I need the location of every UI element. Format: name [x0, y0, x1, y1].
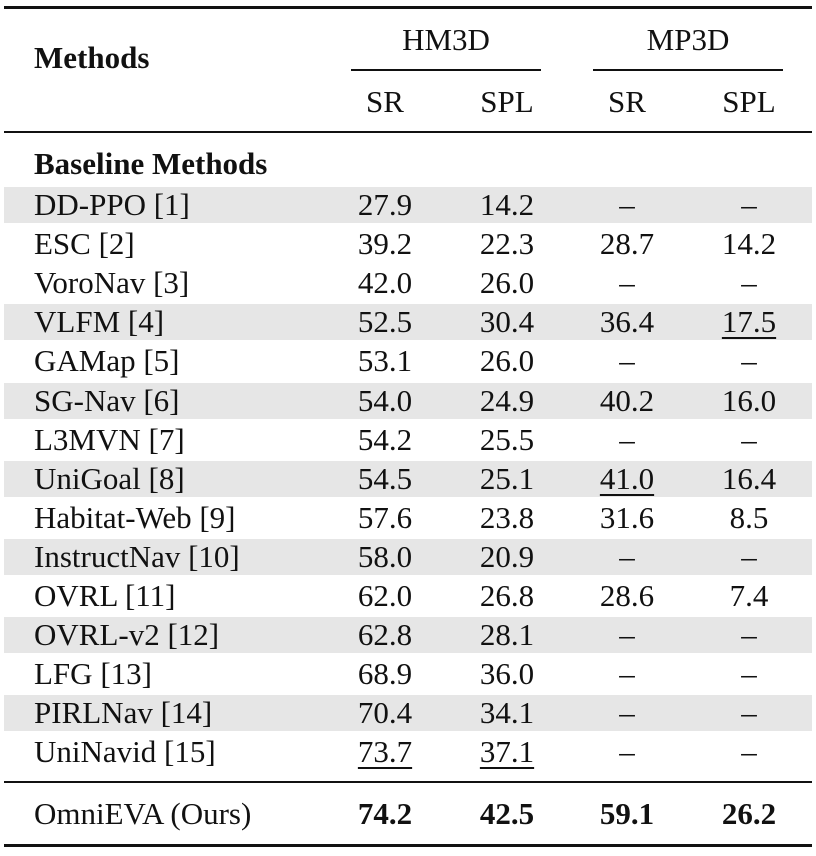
- metric-value: 34.1: [479, 695, 535, 730]
- metric-value: 36.4: [599, 304, 655, 339]
- ours-name: OmniEVA (Ours): [34, 796, 252, 831]
- metric-header: SPL: [480, 84, 534, 119]
- metric-value: 25.5: [479, 422, 535, 457]
- metric-value: –: [741, 656, 757, 691]
- metric-value: 42.0: [357, 265, 413, 300]
- metric-value: 52.5: [357, 304, 413, 339]
- metric-value: –: [619, 734, 635, 769]
- metric-value: 14.2: [721, 226, 777, 261]
- method-name: Habitat-Web [9]: [34, 500, 236, 535]
- method-name: PIRLNav [14]: [34, 695, 213, 730]
- method-name: ESC [2]: [34, 226, 135, 261]
- metric-value: –: [619, 187, 635, 222]
- metric-value: 26.0: [479, 265, 535, 300]
- ours-value: 26.2: [721, 796, 777, 831]
- metric-value: –: [741, 617, 757, 652]
- metric-value: 39.2: [357, 226, 413, 261]
- metric-value: 30.4: [479, 304, 535, 339]
- metric-value: 57.6: [357, 500, 413, 535]
- method-name: OVRL [11]: [34, 578, 176, 613]
- metric-value: 31.6: [599, 500, 655, 535]
- method-name: DD-PPO [1]: [34, 187, 190, 222]
- metric-value: 68.9: [357, 656, 413, 691]
- metric-value: 54.2: [357, 422, 413, 457]
- ours-rule: [4, 781, 812, 783]
- metric-header: SR: [366, 84, 404, 119]
- method-name: UniGoal [8]: [34, 461, 185, 496]
- metric-value: 73.7: [357, 734, 413, 769]
- method-name: UniNavid [15]: [34, 734, 216, 769]
- metric-value: 7.4: [729, 578, 769, 613]
- method-name: VLFM [4]: [34, 304, 165, 339]
- methods-header: Methods: [34, 40, 150, 75]
- metric-value: 24.9: [479, 383, 535, 418]
- metric-value: 58.0: [357, 539, 413, 574]
- method-name: GAMap [5]: [34, 343, 180, 378]
- metric-value: 14.2: [479, 187, 535, 222]
- metric-value: 8.5: [729, 500, 769, 535]
- metric-value: –: [619, 539, 635, 574]
- metric-value: –: [619, 617, 635, 652]
- metric-value: 27.9: [357, 187, 413, 222]
- metric-value: 62.0: [357, 578, 413, 613]
- metric-value: –: [619, 265, 635, 300]
- method-name: L3MVN [7]: [34, 422, 185, 457]
- metric-value: 20.9: [479, 539, 535, 574]
- metric-value: –: [741, 265, 757, 300]
- metric-value: 70.4: [357, 695, 413, 730]
- metric-value: 36.0: [479, 656, 535, 691]
- metric-value: 26.0: [479, 343, 535, 378]
- metric-value: 25.1: [479, 461, 535, 496]
- metric-value: 54.0: [357, 383, 413, 418]
- method-name: VoroNav [3]: [34, 265, 190, 300]
- metric-value: 37.1: [479, 734, 535, 769]
- ours-value: 42.5: [479, 796, 535, 831]
- metric-value: –: [741, 695, 757, 730]
- metric-value: 22.3: [479, 226, 535, 261]
- method-name: OVRL-v2 [12]: [34, 617, 220, 652]
- top-rule: [4, 6, 812, 9]
- metric-value: –: [619, 343, 635, 378]
- method-name: LFG [13]: [34, 656, 152, 691]
- metric-value: 26.8: [479, 578, 535, 613]
- metric-header: SPL: [722, 84, 776, 119]
- metric-value: –: [619, 695, 635, 730]
- metric-value: 23.8: [479, 500, 535, 535]
- metric-value: 41.0: [599, 461, 655, 496]
- metric-value: 28.1: [479, 617, 535, 652]
- ours-value: 59.1: [599, 796, 655, 831]
- header-rule: [4, 131, 812, 133]
- method-name: InstructNav [10]: [34, 539, 240, 574]
- method-name: SG-Nav [6]: [34, 383, 180, 418]
- metric-value: –: [619, 422, 635, 457]
- metric-value: –: [741, 422, 757, 457]
- metric-value: 28.7: [599, 226, 655, 261]
- hm3d-rule: [351, 69, 541, 71]
- section-title: Baseline Methods: [34, 146, 268, 181]
- group-header-mp3d: MP3D: [646, 22, 730, 57]
- metric-value: 28.6: [599, 578, 655, 613]
- metric-value: –: [741, 539, 757, 574]
- bottom-rule: [4, 844, 812, 847]
- metric-value: –: [619, 656, 635, 691]
- metric-value: 62.8: [357, 617, 413, 652]
- metric-header: SR: [608, 84, 646, 119]
- metric-value: 40.2: [599, 383, 655, 418]
- mp3d-rule: [593, 69, 783, 71]
- metric-value: –: [741, 343, 757, 378]
- ours-value: 74.2: [357, 796, 413, 831]
- metric-value: 16.4: [721, 461, 777, 496]
- metric-value: 53.1: [357, 343, 413, 378]
- metric-value: –: [741, 734, 757, 769]
- metric-value: –: [741, 187, 757, 222]
- metric-value: 16.0: [721, 383, 777, 418]
- group-header-hm3d: HM3D: [402, 22, 490, 57]
- metric-value: 17.5: [721, 304, 777, 339]
- metric-value: 54.5: [357, 461, 413, 496]
